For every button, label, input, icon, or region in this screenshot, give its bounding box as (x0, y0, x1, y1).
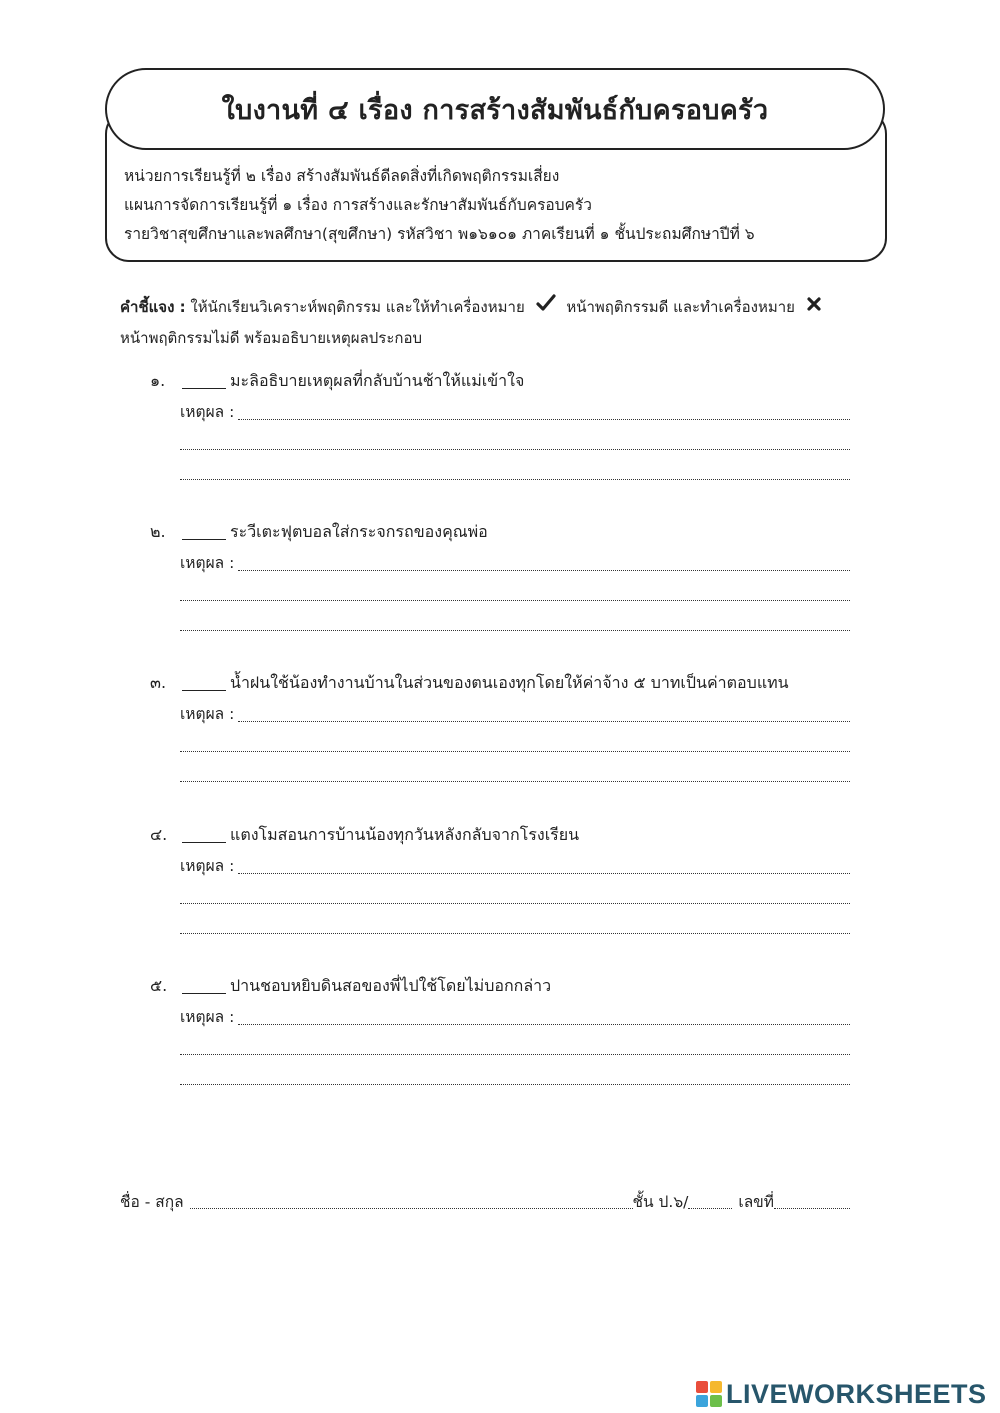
class-label: ชั้น ป.๖/ (632, 1193, 689, 1211)
question-5 (150, 971, 850, 1091)
reason-line[interactable] (180, 1083, 850, 1085)
unit-line: หน่วยการเรียนรู้ที่ ๒ เรื่อง สร้างสัมพันธ์ดีลดสิ่งที่เกิดพฤติกรรมเสี่ยง (124, 167, 560, 185)
answer-blank[interactable] (182, 978, 226, 994)
reason-label: เหตุผล : (180, 403, 235, 421)
info-lines (124, 162, 755, 249)
instructions-text-1: ให้นักเรียนวิเคราะห์พฤติกรรม และให้ทำเครื่องหมาย (190, 298, 525, 316)
reason-line[interactable] (238, 418, 850, 420)
question-number: ๔. (150, 824, 168, 844)
liveworksheets-icon (696, 1381, 722, 1407)
reason-line[interactable] (180, 478, 850, 480)
question-3 (150, 668, 850, 788)
class-field[interactable] (688, 1205, 732, 1209)
instructions-text-3: หน้าพฤติกรรมไม่ดี พร้อมอธิบายเหตุผลประกอบ (120, 329, 423, 347)
title-banner (105, 68, 885, 150)
question-2 (150, 517, 850, 637)
student-info-footer (120, 1186, 850, 1216)
question-text: ระวีเตะฟุตบอลใส่กระจกรถของคุณพ่อ (230, 521, 488, 541)
name-field[interactable] (190, 1205, 633, 1209)
question-text: น้ำฝนใช้น้องทำงานบ้านในส่วนของตนเองทุกโดยให้ค่าจ้าง ๕ บาทเป็นค่าตอบแทน (230, 672, 789, 692)
reason-line[interactable] (180, 932, 850, 934)
question-number: ๑. (150, 370, 166, 390)
page-title: ใบงานที่ ๔ เรื่อง การสร้างสัมพันธ์กับครอบครัว (221, 94, 769, 126)
answer-blank[interactable] (182, 524, 226, 540)
question-number: ๒. (150, 521, 166, 541)
question-text: แตงโมสอนการบ้านน้องทุกวันหลังกลับจากโรงเรียน (230, 824, 580, 844)
reason-line[interactable] (180, 1053, 850, 1055)
reason-line[interactable] (238, 1023, 850, 1025)
reason-line[interactable] (180, 750, 850, 752)
plan-line: แผนการจัดการเรียนรู้ที่ ๑ เรื่อง การสร้างและรักษาสัมพันธ์กับครอบครัว (124, 196, 592, 214)
question-number: ๓. (150, 672, 167, 692)
reason-line[interactable] (238, 720, 850, 722)
instructions-text-2: หน้าพฤติกรรมดี และทำเครื่องหมาย (566, 298, 795, 316)
subject-line: รายวิชาสุขศึกษาและพลศึกษา(สุขศึกษา) รหัสวิชา พ๑๖๑๐๑ ภาคเรียนที่ ๑ ชั้นประถมศึกษาปีที่ ๖ (124, 225, 755, 243)
instructions (120, 292, 880, 354)
question-text: มะลิอธิบายเหตุผลที่กลับบ้านช้าให้แม่เข้าใจ (230, 370, 525, 390)
check-icon (536, 292, 556, 323)
reason-line[interactable] (180, 902, 850, 904)
reason-line[interactable] (180, 629, 850, 631)
number-field[interactable] (774, 1205, 850, 1209)
instructions-label: คำชี้แจง : (120, 298, 186, 316)
reason-line[interactable] (180, 780, 850, 782)
brand-text: LIVEWORKSHEETS (726, 1378, 987, 1409)
reason-line[interactable] (180, 448, 850, 450)
reason-line[interactable] (180, 599, 850, 601)
question-1 (150, 366, 850, 486)
reason-line[interactable] (238, 872, 850, 874)
number-label: เลขที่ (738, 1193, 774, 1211)
liveworksheets-logo (696, 1378, 987, 1410)
name-label: ชื่อ - สกุล (120, 1193, 184, 1211)
answer-blank[interactable] (182, 373, 226, 389)
cross-icon (806, 292, 822, 323)
answer-blank[interactable] (182, 827, 226, 843)
reason-label: เหตุผล : (180, 554, 235, 572)
reason-label: เหตุผล : (180, 857, 235, 875)
reason-label: เหตุผล : (180, 705, 235, 723)
question-text: ปานชอบหยิบดินสอของพี่ไปใช้โดยไม่บอกกล่าว (230, 975, 552, 995)
reason-label: เหตุผล : (180, 1008, 235, 1026)
question-4 (150, 820, 850, 940)
answer-blank[interactable] (182, 675, 226, 691)
reason-line[interactable] (238, 569, 850, 571)
question-number: ๕. (150, 975, 168, 995)
